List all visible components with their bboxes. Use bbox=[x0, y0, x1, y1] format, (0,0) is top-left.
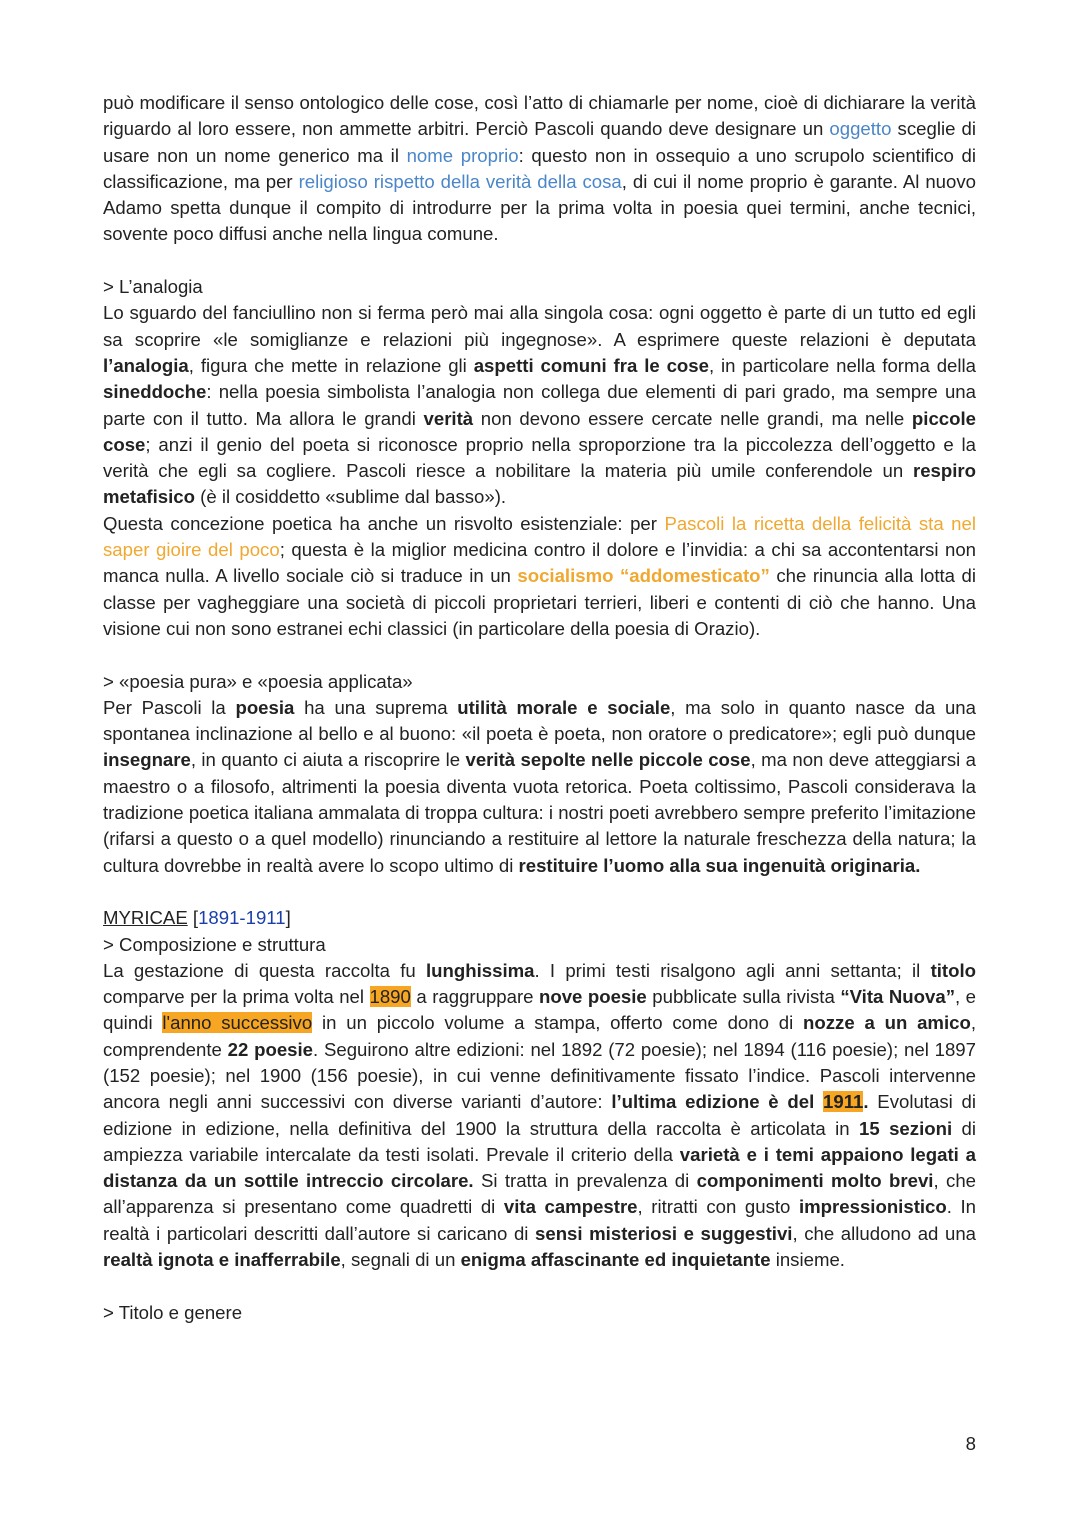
text-run: . I primi testi risalgono agli anni settanta; il bbox=[534, 959, 931, 981]
bold-term: sineddoche bbox=[103, 381, 207, 403]
bold-term: realtà ignota e inafferrabile bbox=[103, 1249, 341, 1271]
text-run: pubblicate sulla rivista bbox=[646, 986, 841, 1008]
text-run: Questa concezione poetica ha anche un risvolto esistenziale: per bbox=[103, 512, 665, 534]
myricae-title: MYRICAE bbox=[103, 907, 188, 929]
text-run: può modificare il senso ontologico delle cose, così l’atto di chiamarle per nome, cioè di dichiarare la verità riguardo al loro essere, non ammette arbitri. Perciò Pascoli quando deve designare un bbox=[103, 92, 976, 140]
paragraph-analogia bbox=[103, 300, 976, 510]
bold-term: nove poesie bbox=[538, 986, 647, 1008]
blue-term-religioso: religioso rispetto della verità della cosa bbox=[298, 170, 622, 192]
text-run: . Seguirono altre edizioni: nel 1892 (72 poesie); nel 1894 (116 poesie); nel 1897 (152 poesie); nel 1900 (156 poesie), in cui venne definitivamente fissato l’indice. Pascoli intervenne ancora negli anni successivi con diverse varianti d’autore: bbox=[103, 1038, 976, 1113]
orange-bold-phrase: socialismo “addomesticato” bbox=[517, 565, 770, 587]
subheading-titolo-genere: > Titolo e genere bbox=[103, 1301, 243, 1323]
text-run: , in particolare nella forma della bbox=[708, 354, 976, 376]
text-run: insieme. bbox=[770, 1249, 845, 1271]
bold-term: componimenti molto brevi bbox=[696, 1170, 934, 1192]
heading-poesia: > «poesia pura» e «poesia applicata» bbox=[103, 670, 413, 692]
text-run: che rinuncia alla lotta di classe per vagheggiare una società di piccoli proprietari terrieri, liberi e contenti di ciò che hanno. Una visione cui non sono estranei echi classici (in particolare della poesia di Orazio). bbox=[103, 565, 976, 639]
text-run: (è il cosiddetto «sublime dal basso»). bbox=[194, 486, 507, 508]
bracket: ] bbox=[285, 907, 291, 929]
bold-term: sensi misteriosi e suggestivi bbox=[535, 1222, 793, 1244]
text-run: a raggruppare bbox=[410, 986, 539, 1008]
highlight-anno-successivo: l'anno successivo bbox=[162, 1012, 313, 1034]
paragraph-felicita bbox=[103, 511, 976, 642]
text-run: , ma solo in quanto nasce da una spontanea inclinazione al bello e al buono: «il poeta è poeta, non oratore o predicatore»; egli può dunque bbox=[103, 696, 976, 745]
paragraph-nome-proprio bbox=[103, 90, 976, 248]
text-run: Si tratta in prevalenza di bbox=[473, 1170, 697, 1192]
text-run: sceglie di usare non un nome generico ma il bbox=[103, 118, 976, 166]
text-run: , che alludono ad una bbox=[792, 1222, 977, 1244]
bold-term: l’analogia bbox=[103, 354, 189, 376]
text-run: , in quanto ci aiuta a riscoprire le bbox=[190, 749, 466, 771]
text-run: di ampiezza variabile intercalate da testi isolati. Prevale il criterio della bbox=[103, 1117, 977, 1165]
text-run: , ma non deve atteggiarsi a maestro o a filosofo, altrimenti la poesia diventa vuota retorica. Poeta coltissimo, Pascoli considerava la tradizione poetica italiana ammalata di troppa cultura: i nostri poeti avrebbero sempre preferito l’imitazione (rifarsi a questo o a quel modello) rinunciando a restituire al lettore la naturale freschezza della natura; la cultura dovrebbe in realtà avere lo scopo ultimo di bbox=[103, 749, 976, 876]
bold-term: insegnare bbox=[103, 749, 191, 771]
bold-term: enigma affascinante ed inquietante bbox=[460, 1249, 771, 1271]
document-page bbox=[103, 90, 976, 1326]
bold-term: nozze a un amico bbox=[803, 1012, 971, 1034]
bold-term: l’ultima edizione è del bbox=[611, 1091, 824, 1113]
bold-term: aspetti comuni fra le cose bbox=[473, 354, 709, 376]
bold-term: varietà e i temi appaiono legati a distanza da un sottile intreccio circolare. bbox=[103, 1143, 976, 1192]
text-run: La gestazione di questa raccolta fu bbox=[103, 959, 426, 981]
spacer bbox=[103, 248, 976, 274]
text-run: , di cui il nome proprio è garante. Al nuovo Adamo spetta dunque il compito di introdurre per la prima volta in poesia quei termini, anche tecnici, sovente poco diffusi anche nella lingua comune. bbox=[103, 170, 976, 245]
paragraph-myricae bbox=[103, 958, 976, 1274]
bold-term: lunghissima bbox=[426, 959, 535, 981]
bold-term: 22 poesie bbox=[227, 1038, 314, 1060]
heading-myricae bbox=[103, 905, 976, 931]
heading-analogia: > L’analogia bbox=[103, 276, 203, 298]
text-run: : nella poesia simbolista l’analogia non collega due elementi di pari grado, ma sempre una parte con il tutto. Ma allora le grandi bbox=[103, 381, 976, 429]
bold-term: poesia bbox=[235, 696, 295, 718]
text-run: , segnali di un bbox=[340, 1249, 461, 1271]
subheading-composizione: > Composizione e struttura bbox=[103, 933, 326, 955]
text-run: ha una suprema bbox=[294, 696, 458, 718]
bold-term: 15 sezioni bbox=[859, 1117, 953, 1139]
bold-term: respiro metafisico bbox=[103, 460, 976, 508]
text-run: comparve per la prima volta nel bbox=[103, 986, 370, 1008]
bold-term: . bbox=[863, 1091, 869, 1113]
text-run: , che all’apparenza si presentano come quadretti di bbox=[103, 1170, 976, 1218]
bold-term: impressionistico bbox=[798, 1196, 947, 1218]
highlight-1890: 1890 bbox=[369, 986, 411, 1008]
text-run: ; anzi il genio del poeta si riconosce proprio nella sproporzione tra la piccolezza dell’oggetto e la verità che egli sa cogliere. Pascoli riesce a nobilitare la materia più umile conferendole un bbox=[103, 433, 976, 482]
text-run: , comprendente bbox=[103, 1012, 976, 1060]
text-run: , e quindi bbox=[103, 986, 976, 1034]
text-run: non devono essere cercate nelle grandi, ma nelle bbox=[473, 407, 912, 429]
page-number: 8 bbox=[965, 1433, 976, 1454]
orange-phrase: Pascoli la ricetta della felicità sta nel saper gioire del poco bbox=[103, 512, 976, 561]
text-run: Evolutasi di edizione in edizione, nella definitiva del 1900 la struttura della raccolta è articolata in bbox=[103, 1091, 976, 1139]
bold-term: restituire l’uomo alla sua ingenuità originaria. bbox=[518, 854, 921, 876]
paragraph-poesia bbox=[103, 695, 976, 879]
myricae-years: 1891-1911 bbox=[198, 907, 286, 929]
blue-term-oggetto: oggetto bbox=[829, 118, 892, 140]
bold-term: piccole cose bbox=[103, 407, 976, 455]
spacer bbox=[103, 1273, 976, 1299]
bracket: [ bbox=[187, 907, 199, 929]
text-run: . In realtà i particolari descritti dall’autore si caricano di bbox=[103, 1196, 977, 1244]
bold-term: verità bbox=[423, 407, 474, 429]
bold-term: utilità morale e sociale bbox=[457, 696, 671, 718]
text-run: ; questa è la miglior medicina contro il dolore e l’invidia: a chi sa accontentarsi non manca nulla. A livello sociale ciò si traduce in un bbox=[103, 539, 976, 587]
bold-term: vita campestre bbox=[503, 1196, 638, 1218]
blue-term-nome-proprio: nome proprio bbox=[406, 144, 519, 166]
highlight-1911: 1911 bbox=[823, 1091, 864, 1113]
text-run: , ritratti con gusto bbox=[637, 1196, 799, 1218]
text-run: in un piccolo volume a stampa, offerto come dono di bbox=[312, 1012, 804, 1034]
bold-term: verità sepolte nelle piccole cose bbox=[465, 749, 751, 771]
spacer bbox=[103, 879, 976, 905]
text-run: , figura che mette in relazione gli bbox=[188, 354, 474, 376]
text-run: Lo sguardo del fanciullino non si ferma però mai alla singola cosa: ogni oggetto è parte di un tutto ed egli sa scoprire «le somiglianze e relazioni più ingegnose». A esprimere queste relazioni è deputata bbox=[103, 302, 976, 350]
text-run: : questo non in ossequio a uno scrupolo scientifico di classificazione, ma per bbox=[103, 144, 977, 192]
spacer bbox=[103, 642, 976, 668]
bold-term: titolo bbox=[930, 959, 976, 981]
bold-term: “Vita Nuova” bbox=[840, 986, 955, 1008]
text-run: Per Pascoli la bbox=[103, 696, 236, 718]
